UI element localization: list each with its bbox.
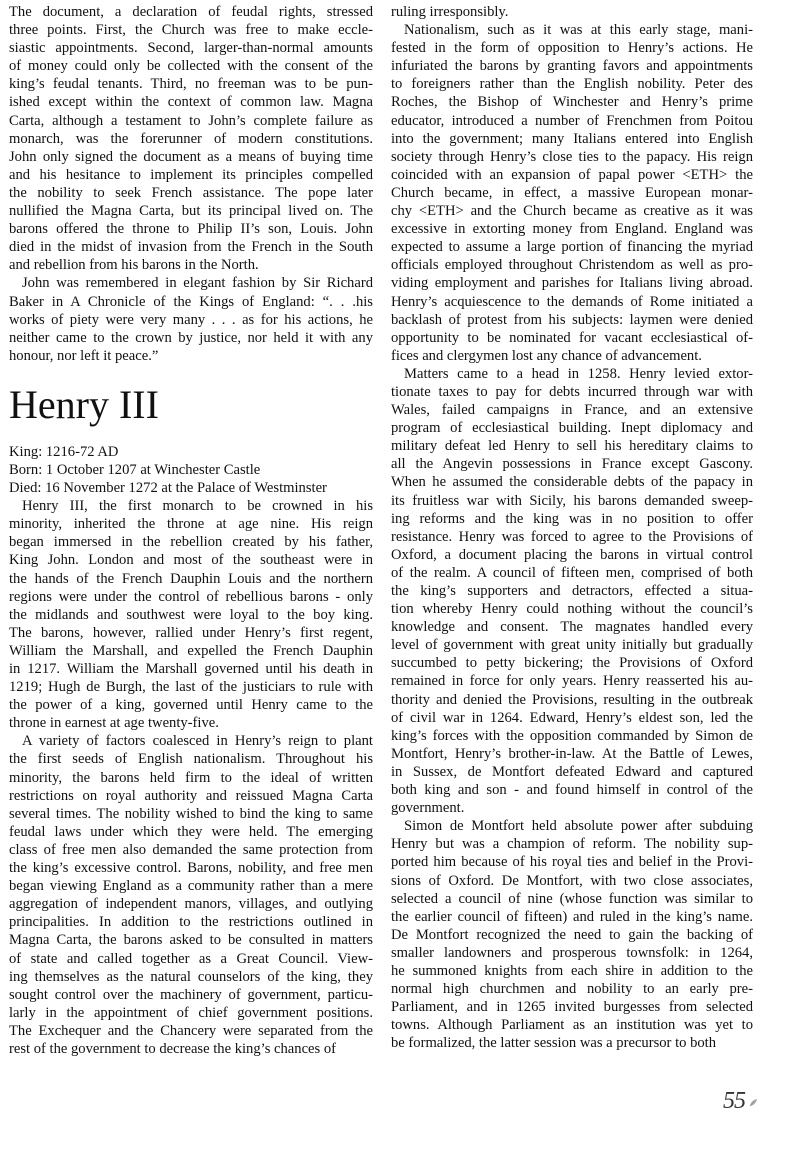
text-line: the king’s excessive control. Barons, nobility, and free men xyxy=(9,860,373,877)
text-line: tion whereby Henry could nothing without the council’s xyxy=(391,601,753,618)
text-line: larly in the appointment of chief government positions. xyxy=(9,1004,373,1021)
text-line: towns. Although Parliament as an institution was yet to xyxy=(391,1017,753,1034)
text-line: A variety of factors coalesced in Henry’s reign to plant xyxy=(22,733,373,750)
text-line: When he assumed the considerable debts of the papacy in xyxy=(391,474,753,491)
text-line: William the Marshall, and expelled the French Dauphin xyxy=(9,642,373,659)
paragraph-matters-1258 xyxy=(391,365,753,817)
text-line: of state and called together as a Great Council. View- xyxy=(9,950,373,967)
text-line: selected a council of nine (whose function was similar to xyxy=(391,890,753,907)
text-line: three points. First, the Church was free to make eccle- xyxy=(9,22,373,39)
king-facts xyxy=(9,443,373,497)
paragraph-continuation xyxy=(391,3,753,21)
text-line: principalities. In addition to the restrictions outlined in xyxy=(9,914,373,931)
text-line: king’s feudal tenants. Third, no freeman was to be pun- xyxy=(9,76,373,93)
text-line: King: 1216-72 AD xyxy=(9,443,119,460)
section-heading-henry-iii: Henry III xyxy=(9,381,159,427)
text-line: Henry but was a champion of reform. The nobility sup- xyxy=(391,836,753,853)
text-line: The barons, however, rallied under Henry’s first regent, xyxy=(9,624,373,641)
text-line: officials employed throughout Christendom as well as pro- xyxy=(391,257,753,274)
right-column xyxy=(391,3,753,1052)
text-line: backlash of protest from his subjects: laymen were denied xyxy=(391,311,753,328)
text-line: of money could only be collected with the consent of the xyxy=(9,58,373,75)
text-line: class of free men also demanded the same protection from xyxy=(9,841,373,858)
text-line: ing reforms and the king was in no position to offer xyxy=(391,510,753,527)
text-line: level of government with great unity initially but gradually xyxy=(391,637,753,654)
paragraph-john-remembered xyxy=(9,274,373,364)
text-line: Died: 16 November 1272 at the Palace of Westminster xyxy=(9,480,327,497)
text-line: king’s forces with the opposition commanded by Simon de xyxy=(391,727,753,744)
text-line: sought control over the machinery of government, particu- xyxy=(9,986,373,1003)
text-line: resistance. Henry was forced to agree to the Provisions of xyxy=(391,528,753,545)
text-line: honour, nor left it peace.” xyxy=(9,347,159,364)
text-line: barons offered the throne to Philip II’s son, Louis. John xyxy=(9,221,373,238)
text-line: Carta, although a testament to John’s complete failure as xyxy=(9,112,373,129)
text-line: be formalized, the latter session was a precursor to both xyxy=(391,1035,717,1052)
text-line: the king’s supporters and detractors, effected a situa- xyxy=(391,583,753,599)
page-number: 55 xyxy=(723,1088,745,1114)
text-line: program of ecclesiastical building. Inept diplomacy and xyxy=(391,420,753,437)
text-line: expected to assume a large portion of financing the myriad xyxy=(391,239,753,256)
text-line: Magna Carta, the barons asked to be consulted in matters xyxy=(9,932,373,949)
text-line: and rebellion from his barons in the North. xyxy=(9,257,259,274)
text-line: all the Angevin possessions in France except Gascony. xyxy=(391,456,753,473)
text-line: Born: 1 October 1207 at Winchester Castle xyxy=(9,461,261,478)
text-line: Matters came to a head in 1258. Henry levied extor- xyxy=(404,365,753,382)
text-line: the midlands and southwest were loyal to the boy king. xyxy=(9,606,373,623)
text-line: Parliament, and in 1265 invited burgesses from selected xyxy=(391,999,753,1016)
text-line: educator, introduced a number of Frenchmen from Poitou xyxy=(391,112,753,129)
text-line: minority, inherited the throne at age nine. His reign xyxy=(9,516,373,533)
text-line: smaller landowners and prosperous townsfolk: in 1264, xyxy=(391,944,753,961)
text-line: John only signed the document as a means of buying time xyxy=(9,148,373,165)
text-line: normal high churchmen and nobility to an early pre- xyxy=(391,981,753,998)
text-line: and his hesitance to implement its principles compelled xyxy=(9,166,373,183)
text-line: 1219; Hugh de Burgh, the last of the justiciars to rule with xyxy=(9,679,373,696)
text-line: ported him because of his royal ties and belief in the Provi- xyxy=(391,854,753,871)
text-line: viding employment and parishes for Italians living abroad. xyxy=(391,275,753,292)
text-line: coincided with an expansion of papal power <ETH> the xyxy=(391,166,753,183)
text-line: infuriated the barons by granting favors and appointments xyxy=(391,58,753,75)
text-line: several times. The nobility wished to bind the king to same xyxy=(9,805,373,822)
leaf-ornament-icon xyxy=(749,1098,758,1107)
text-line: The Exchequer and the Chancery were separated from the xyxy=(9,1022,373,1039)
text-line: succumbed to petty bickering; the Provisions of Oxford xyxy=(391,655,753,672)
text-line: De Montfort recognized the need to gain the backing of xyxy=(391,926,753,943)
text-line: he summoned knights from each shire in addition to the xyxy=(391,962,753,979)
text-line: fices and clergymen lost any chance of advancement. xyxy=(391,347,702,364)
text-line: began immersed in the rebellion created by his father, xyxy=(9,534,373,551)
text-line: tionate taxes to pay for debts incurred through war with xyxy=(391,383,753,400)
text-line: the earlier council of fifteen) and ruled in the king’s name. xyxy=(391,908,753,925)
text-line: began viewing England as a community rather than a mere xyxy=(9,878,373,895)
text-line: chy <ETH> and the Church became as creative as it was xyxy=(391,203,753,220)
paragraph-nationalism-opposition xyxy=(391,21,753,365)
text-line: the hands of the French Dauphin Louis and the northern xyxy=(9,570,373,587)
paragraph-nationalism-seeds xyxy=(9,732,373,1058)
text-line: the first seeds of English nationalism. Throughout his xyxy=(9,751,373,768)
left-column xyxy=(9,3,373,1058)
text-line: siastic appointments. Second, larger-than-normal amounts xyxy=(9,40,373,57)
text-line: to foreigners rather than the English nobility. Peter des xyxy=(391,76,753,93)
paragraph-magna-carta xyxy=(9,3,373,274)
text-line: monarch, was the forerunner of modern constitutions. xyxy=(9,130,373,147)
text-line: in 1217. William the Marshall governed until his death in xyxy=(9,661,373,677)
text-line: Henry’s acquiescence to the demands of Rome initiated a xyxy=(391,293,753,310)
text-line: the power of a king, governed until Henry came to the xyxy=(9,697,373,714)
text-line: Simon de Montfort held absolute power after subduing xyxy=(404,818,753,835)
text-line: minority, the barons held firm to the ideal of written xyxy=(9,769,373,786)
text-line: Nationalism, such as it was at this early stage, mani- xyxy=(404,22,753,39)
text-line: Montfort, Henry’s brother-in-law. At the Battle of Lewes, xyxy=(391,745,753,762)
paragraph-henry-minority xyxy=(9,497,373,732)
text-line: throne in earnest at age twenty-five. xyxy=(9,715,219,732)
text-line: in Sussex, de Montfort defeated Edward and captured xyxy=(391,763,753,780)
text-line: aggregation of independent manors, villages, and outlying xyxy=(9,896,373,913)
text-line: Roches, the Bishop of Winchester and Henry’s prime xyxy=(391,94,753,111)
text-line: government. xyxy=(391,800,465,817)
paragraph-simon-de-montfort xyxy=(391,817,753,1052)
text-line: fested in the form of opposition to Henry’s actions. He xyxy=(391,40,753,57)
text-line: died in the midst of invasion from the French in the South xyxy=(9,239,373,256)
text-line: ing themselves as the natural counselors of the king, they xyxy=(9,968,373,985)
text-line: neither came to the crown by justice, nor held it with any xyxy=(9,329,373,346)
text-line: both king and son - and found himself in control of the xyxy=(391,782,753,799)
text-line: thority and denied the Provisions, resulting in the outbreak xyxy=(391,691,753,708)
text-line: ished except within the context of common law. Magna xyxy=(9,94,373,111)
text-line: excessive in extorting money from England. England was xyxy=(391,221,753,238)
text-line: regions were under the control of rebellious barons - only xyxy=(9,588,373,605)
text-line: Oxford, a document placing the barons in virtual control xyxy=(391,546,753,563)
text-line: restrictions on royal authority and reissued Magna Carta xyxy=(9,787,373,804)
text-line: the nobility to seek French assistance. The pope later xyxy=(9,184,373,201)
text-line: Henry III, the first monarch to be crowned in his xyxy=(22,498,373,515)
text-line: Baker in A Chronicle of the Kings of England: “. . .his xyxy=(9,293,373,310)
text-line: knowledge and consent. The magnates handled every xyxy=(391,619,753,636)
text-line: society through Henry’s close ties to the papacy. His reign xyxy=(391,148,753,165)
text-line: sions of Oxford. De Montfort, with two close associates, xyxy=(391,872,753,889)
text-line: John was remembered in elegant fashion by Sir Richard xyxy=(22,275,373,292)
text-line: ruling irresponsibly. xyxy=(391,4,509,20)
text-line: into the government; many Italians entered into English xyxy=(391,130,753,147)
text-line: remained in force for only years. Henry reasserted his au- xyxy=(391,673,753,690)
text-line: its fruitless war with Sicily, his barons demanded sweep- xyxy=(391,492,753,509)
text-line: of civil war in 1264. Edward, Henry’s eldest son, led the xyxy=(391,709,753,726)
text-line: feudal laws under which they were held. The emerging xyxy=(9,823,373,840)
text-line: The document, a declaration of feudal rights, stressed xyxy=(9,4,373,20)
text-line: opportunity to be nominated for vacant ecclesiastical of- xyxy=(391,329,753,346)
text-line: nullified the Magna Carta, but its principal lived on. The xyxy=(9,203,373,220)
text-line: Wales, failed campaigns in France, and an extensive xyxy=(391,402,753,419)
text-line: of the realm. A council of fifteen men, comprised of both xyxy=(391,564,753,581)
text-line: rest of the government to decrease the king’s chances of xyxy=(9,1040,337,1057)
text-line: military defeat led Henry to sell his hereditary claims to xyxy=(391,438,753,455)
text-line: works of piety were very many . . . as for his actions, he xyxy=(9,311,373,328)
text-line: Church became, in effect, a massive European monar- xyxy=(391,184,753,201)
text-line: King John. London and most of the southeast were in xyxy=(9,552,373,569)
